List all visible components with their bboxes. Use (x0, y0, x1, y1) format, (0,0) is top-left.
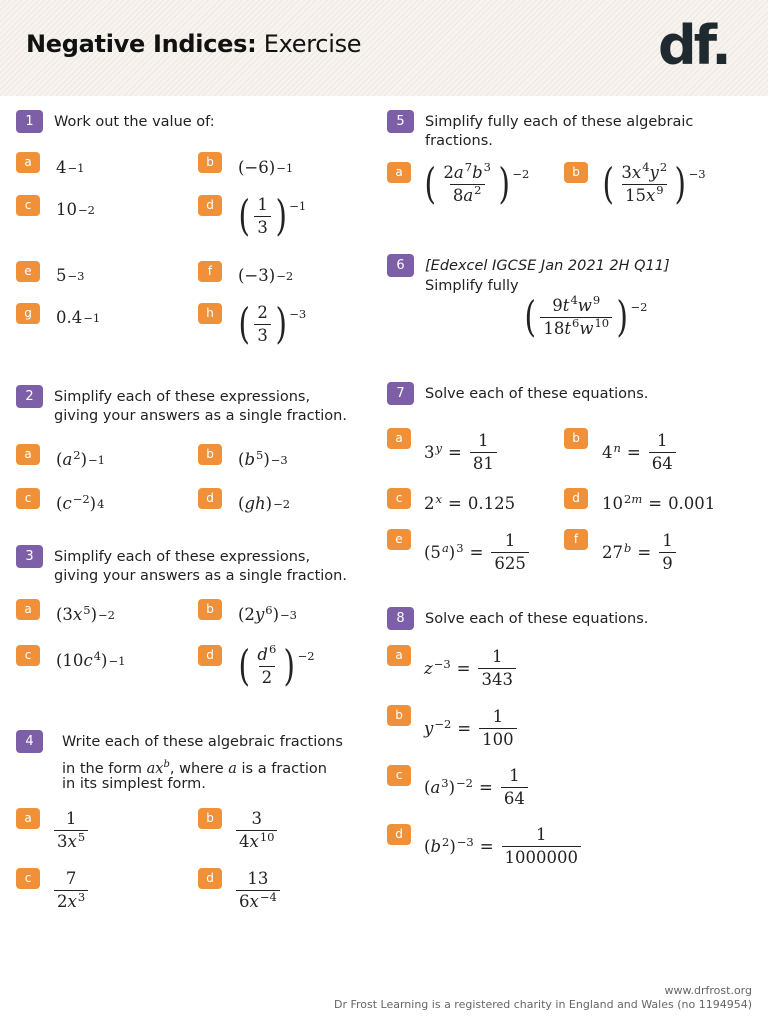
question-6-text: Simplify fully (425, 278, 519, 294)
question-number-5: 5 (387, 110, 414, 133)
part-label-7c: c (387, 488, 411, 509)
part-label-7a: a (387, 428, 411, 449)
expr-5a: ( $\frac{2a^7b^3}{8a^2}$ ) −2 (424, 159, 530, 208)
part-label-1g: g (16, 303, 40, 324)
question-5-text-line2: fractions. (425, 133, 493, 149)
part-label-1a: a (16, 152, 40, 173)
expr-1e: 5 −3 (56, 266, 85, 285)
part-label-2c: c (16, 488, 40, 509)
part-label-7b: b (564, 428, 588, 449)
part-label-3a: a (16, 599, 40, 620)
expr-8a: $z^{-3}$ = $\frac{1}{343}$ (424, 648, 518, 689)
expr-4c: $\frac{7}{2x^3}$ (52, 870, 90, 911)
expr-5b: ( $\frac{3x^4y^2}{15x^9}$ ) −3 (602, 159, 706, 208)
question-4-text-line2: in the form $ax^b$, where a is a fraction (62, 759, 327, 777)
part-label-5b: b (564, 162, 588, 183)
question-number-6: 6 (387, 254, 414, 277)
expr-3a: $(3x^5)$ −2 (56, 602, 115, 624)
part-label-5a: a (387, 162, 411, 183)
expr-1c: 10 −2 (56, 200, 95, 219)
part-label-3b: b (198, 599, 222, 620)
part-label-8c: c (387, 765, 411, 786)
question-2-text-line2: giving your answers as a single fraction. (54, 408, 347, 424)
question-number-2: 2 (16, 385, 43, 408)
part-label-3d: d (198, 645, 222, 666)
page-title: Negative Indices: Exercise (26, 30, 362, 58)
expr-1d: ( $\frac{1}{3}$ ) −1 (238, 191, 307, 240)
expr-2d: (gh) −2 (238, 494, 291, 513)
expr-7b: 4$^n$ = $\frac{1}{64}$ (602, 432, 678, 473)
question-number-8: 8 (387, 607, 414, 630)
question-2-text-line1: Simplify each of these expressions, (54, 389, 311, 405)
expr-4d: $\frac{13}{6x^{-4}}$ (234, 870, 282, 911)
expr-8c: $(a^3)^{-2}$ = $\frac{1}{64}$ (424, 767, 530, 808)
expr-7a: 3$^y$ = $\frac{1}{81}$ (424, 432, 499, 473)
part-label-8a: a (387, 645, 411, 666)
question-3-text-line1: Simplify each of these expressions, (54, 549, 311, 565)
part-label-1h: h (198, 303, 222, 324)
part-label-2a: a (16, 444, 40, 465)
part-label-8d: d (387, 824, 411, 845)
question-6-source: [Edexcel IGCSE Jan 2021 2H Q11] (425, 258, 670, 274)
expr-8d: $(b^2)^{-3}$ = $\frac{1}{1000000}$ (424, 826, 583, 867)
question-number-4: 4 (16, 730, 43, 753)
part-label-8b: b (387, 705, 411, 726)
footer-charity-notice: Dr Frost Learning is a registered charity in England and Wales (no 1194954) (333, 998, 752, 1011)
expr-6: ( $\frac{9t^4w^9}{18t^6w^{10}}$ ) −2 (524, 292, 648, 341)
part-label-1b: b (198, 152, 222, 173)
expr-7c: 2$^x$ = 0.125 (424, 491, 516, 513)
expr-7f: 27$^b$ = $\frac{1}{9}$ (602, 532, 678, 573)
part-label-7d: d (564, 488, 588, 509)
part-label-4a: a (16, 808, 40, 829)
question-7-text: Solve each of these equations. (425, 386, 649, 402)
expr-3d: ( $\frac{d^6}{2}$ ) −2 (238, 641, 315, 690)
part-label-1e: e (16, 261, 40, 282)
expr-1h: ( $\frac{2}{3}$ ) −3 (238, 299, 307, 348)
drfrost-logo: df. (658, 14, 729, 77)
expr-4b: $\frac{3}{4x^{10}}$ (234, 810, 279, 851)
question-4-text-line3: in its simplest form. (62, 776, 206, 792)
expr-8b: $y^{-2}$ = $\frac{1}{100}$ (424, 708, 519, 749)
part-label-2d: d (198, 488, 222, 509)
part-label-1f: f (198, 261, 222, 282)
question-number-3: 3 (16, 545, 43, 568)
expr-1a: 4 −1 (56, 158, 85, 177)
question-3-text-line2: giving your answers as a single fraction. (54, 568, 347, 584)
part-label-7e: e (387, 529, 411, 550)
part-label-4d: d (198, 868, 222, 889)
expr-1g: 0.4 −1 (56, 308, 101, 327)
question-1-text: Work out the value of: (54, 114, 215, 130)
footer-url[interactable]: www.drfrost.org (664, 984, 752, 997)
part-label-7f: f (564, 529, 588, 550)
expr-2b: $(b^5)$ −3 (238, 447, 288, 469)
part-label-4b: b (198, 808, 222, 829)
expr-4a: $\frac{1}{3x^5}$ (52, 810, 90, 851)
part-label-4c: c (16, 868, 40, 889)
expr-2a: $(a^2)$ −1 (56, 447, 105, 469)
expr-1b: (−6) −1 (238, 158, 294, 177)
expr-3c: $(10c^4)$ −1 (56, 648, 126, 670)
question-number-1: 1 (16, 110, 43, 133)
question-5-text-line1: Simplify fully each of these algebraic (425, 114, 694, 130)
expr-7e: $(5^a)^3$ = $\frac{1}{625}$ (424, 532, 531, 573)
question-8-text: Solve each of these equations. (425, 611, 649, 627)
part-label-2b: b (198, 444, 222, 465)
part-label-1d: d (198, 195, 222, 216)
question-number-7: 7 (387, 382, 414, 405)
expr-1f: (−3) −2 (238, 266, 294, 285)
expr-2c: $(c^{-2})$ 4 (56, 491, 105, 513)
part-label-3c: c (16, 645, 40, 666)
expr-3b: $(2y^6)$ −3 (238, 602, 297, 624)
part-label-1c: c (16, 195, 40, 216)
expr-7d: $10^{2m}$ = 0.001 (602, 491, 716, 513)
question-4-text-line1: Write each of these algebraic fractions (62, 734, 343, 750)
